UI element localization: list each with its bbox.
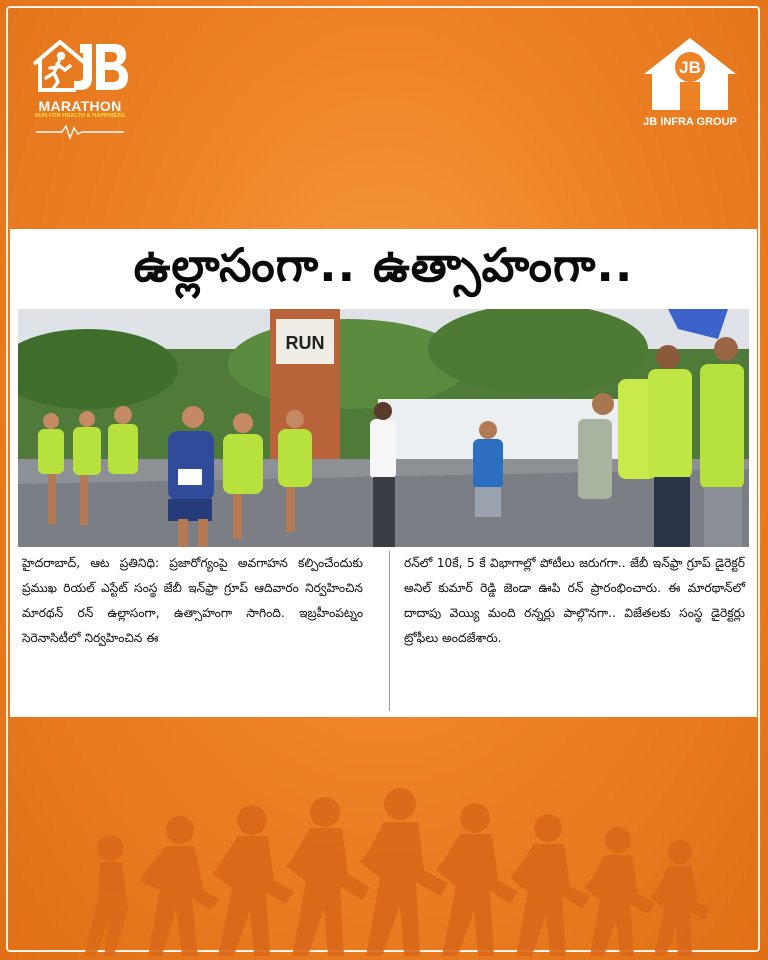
article-body — [18, 551, 749, 711]
heartbeat-line-icon — [28, 124, 132, 140]
svg-text:JB: JB — [679, 58, 701, 77]
runner-house-icon — [28, 34, 132, 100]
jb-infra-group-logo — [636, 36, 744, 136]
news-article — [10, 229, 757, 717]
marathon-wordmark: MARATHON — [38, 98, 122, 114]
marathon-tagline: RUN FOR HEALTH & HAPPINESS — [35, 113, 125, 119]
article-column-left: హైదరాబాద్, ఆట ప్రతినిధి: ప్రజారోగ్యంపై అవగాహన కల్పించేందుకు ప్రముఖ రియల్ ఎస్టేట్ సంస్థ జేబీ ఇన్‌ఫ్రా గ్రూప్ ఆదివారం నిర్వహించిన మారథన్ రన్ ఉల్లాసంగా, ఉత్సాహంగా సాగింది. ఇబ్రహీంపట్నం సెరెనాసిటీలో నిర్వహించిన ఈ — [22, 556, 363, 645]
article-column-right: రన్‌లో 10కే, 5 కే విభాగాల్లో పోటీలు జరుగగా.. జేబీ ఇన్‌ఫ్రా గ్రూప్ డైరెక్టర్ అనిల్ కుమార్ రెడ్డి జెండా ఊపి రన్ ప్రారంభించారు. ఈ మారథాన్‌లో దాదాపు వెయ్యి మంది రన్నర్లు పాల్గొనగా.. విజేతలకు సంస్థ డైరెక్టర్లు ట్రోఫీలు అందజేశారు. — [389, 551, 749, 711]
photo-banner-text: RUN — [285, 333, 325, 353]
jb-marathon-logo — [28, 34, 132, 144]
marathon-photo — [18, 309, 749, 547]
house-icon — [636, 36, 744, 116]
infra-group-name: JB INFRA GROUP — [643, 116, 737, 128]
article-headline: ఉల్లాసంగా.. ఉత్సాహంగా.. — [133, 238, 634, 292]
runner-silhouettes-decoration — [70, 770, 710, 956]
